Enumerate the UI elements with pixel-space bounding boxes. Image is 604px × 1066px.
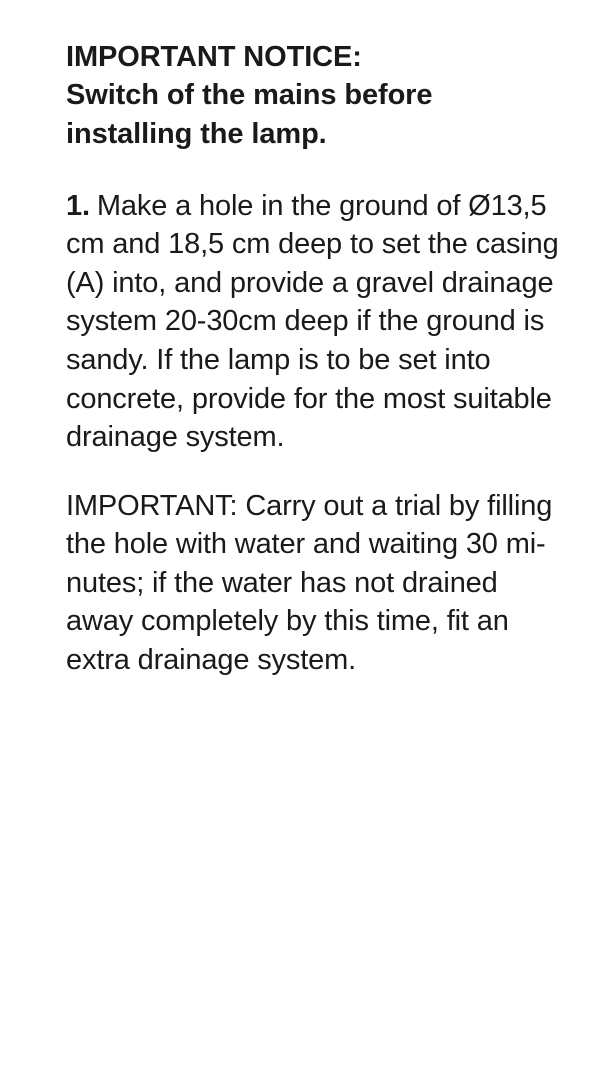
- notice-heading-line-2: Switch of the mains before: [66, 79, 433, 112]
- important-notice-heading: [66, 38, 568, 153]
- instruction-step-1: [66, 187, 568, 457]
- step-number: 1.: [66, 189, 90, 222]
- important-note-paragraph: IMPORTANT: Carry out a trial by filling the hole with water and waiting 30 mi-nutes; if the water has not drained away completely by this time, fit an extra drainage system.: [66, 489, 553, 676]
- notice-heading-line-1: IMPORTANT NOTICE:: [66, 41, 362, 73]
- step-text: Make a hole in the ground of Ø13,5 cm and 18,5 cm deep to set the casing (A) into, and provide a gravel drainage system 20-30cm deep if the ground is sandy. If the lamp is to be set into concrete, provide for the most suitable drainage system.: [66, 189, 559, 454]
- notice-heading-line-3: installing the lamp.: [66, 117, 327, 150]
